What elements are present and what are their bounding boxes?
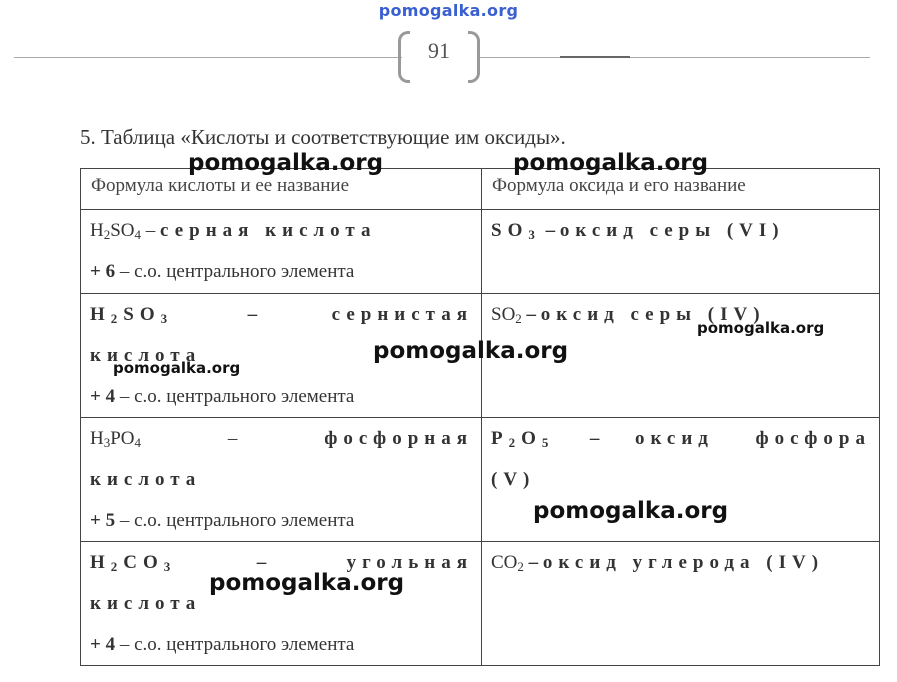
header-rule-accent: [560, 56, 630, 58]
oxidation-state: + 4: [90, 634, 116, 655]
acid-line-continued: кислота: [90, 469, 202, 490]
oxide-name: оксид серы (IV): [540, 304, 766, 325]
oxidation-line: [90, 251, 473, 292]
acid-line: $H_2SO_4$ – серная кислота: [90, 220, 377, 242]
header-rule-left: [14, 57, 402, 58]
watermark: pomogalka.org: [533, 498, 729, 524]
acid-name: фосфорная: [324, 428, 473, 449]
oxide-line-continued: (V): [491, 469, 536, 490]
acid-cell: [81, 542, 482, 666]
oxidation-line: [90, 624, 473, 665]
oxide-line: $SO_2$ – оксид серы (IV): [491, 304, 766, 326]
oxide-line: $CO_2$ – оксид углерода (IV): [491, 552, 825, 574]
page-number-bracket-left: [398, 31, 410, 83]
acids-oxides-table: [80, 168, 880, 666]
oxidation-line: [90, 500, 473, 541]
page-number: 91: [428, 38, 450, 63]
watermark: pomogalka.org: [188, 150, 384, 176]
acid-name: сернистая: [331, 304, 474, 325]
oxide-formula: $P_2O_5$: [491, 428, 555, 450]
oxidation-line: [90, 376, 473, 417]
oxidation-note: – с.о. центрального элемента: [115, 510, 355, 531]
watermark: pomogalka.org: [373, 338, 569, 364]
oxide-line: $P_2O_5$ – оксид фосфора: [491, 428, 871, 450]
oxide-cell: [482, 210, 880, 294]
oxidation-note: – с.о. центрального элемента: [115, 634, 355, 655]
acid-name: серная кислота: [160, 220, 377, 241]
acid-line-continued: кислота: [90, 593, 202, 614]
acid-formula: $H_3PO_4$: [90, 428, 142, 450]
table-row: [81, 210, 880, 294]
oxide-cell: [482, 542, 880, 666]
oxidation-note: – с.о. центрального элемента: [115, 261, 355, 282]
oxidation-state: + 5: [90, 510, 116, 531]
header-acid-column: Формула кислоты и ее название: [81, 169, 482, 210]
oxidation-note: – с.о. центрального элемента: [115, 386, 355, 407]
oxide-line: $SO_3$ – оксид серы (VI): [491, 220, 785, 242]
acid-line: $H_3PO_4$ – фосфорная: [90, 428, 473, 450]
oxidation-state: + 4: [90, 386, 116, 407]
watermark: pomogalka.org: [209, 570, 405, 596]
acid-line: $H_2CO_3$ – угольная: [90, 552, 473, 574]
page-heading: 5. Таблица «Кислоты и соответствующие им оксиды».: [80, 125, 566, 149]
watermark: pomogalka.org: [113, 359, 241, 377]
acid-cell: [81, 210, 482, 294]
acid-formula: $H_2SO_3$: [90, 304, 174, 326]
acid-cell: [81, 418, 482, 542]
oxide-name: оксид углерода (IV): [542, 552, 825, 573]
acid-line: $H_2SO_3$ – сернистая: [90, 304, 474, 326]
oxidation-state: + 6: [90, 261, 116, 282]
header-rule-right: [480, 57, 870, 58]
watermark: pomogalka.org: [513, 150, 709, 176]
acid-name: угольная: [346, 552, 473, 573]
header-oxide-column: Формула оксида и его название: [482, 169, 880, 210]
oxide-name: оксид фосфора: [634, 428, 871, 449]
page-number-bracket-right: [468, 31, 480, 83]
oxide-name: оксид серы (VI): [559, 220, 785, 241]
watermark: pomogalka.org: [697, 319, 825, 337]
table-row: [81, 418, 880, 542]
acid-line-continued: кислота: [90, 345, 202, 366]
oxide-formula: $SO_3$: [491, 220, 541, 242]
site-header-link[interactable]: pomogalka.org: [378, 1, 519, 20]
oxide-formula: $CO_2$: [491, 552, 524, 574]
table-row: [81, 542, 880, 666]
oxide-formula: $SO_2$: [491, 304, 522, 326]
acid-formula: $H_2CO_3$: [90, 552, 177, 574]
acid-formula: $H_2SO_4$: [90, 220, 142, 242]
